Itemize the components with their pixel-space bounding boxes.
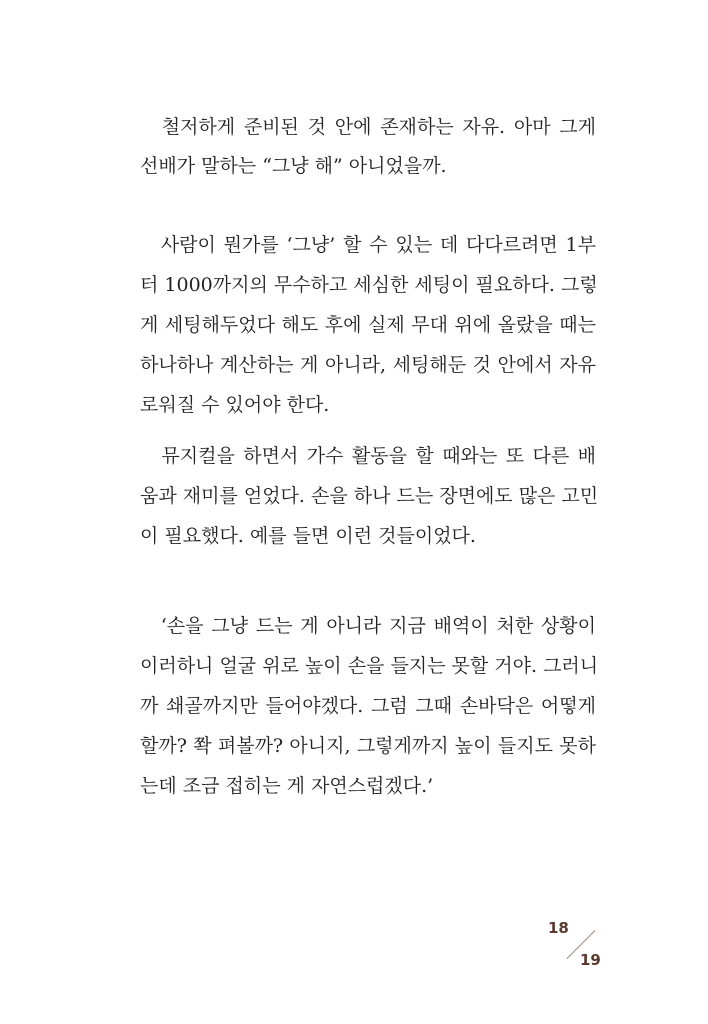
page-number-right: 19 <box>580 951 601 969</box>
text-line: 이 필요했다. 예를 들면 이런 것들이었다. <box>140 525 476 547</box>
text-line: 사람이 뭔가를 ‘그냥’ 할 수 있는 데 다다르려면 1부 <box>140 234 596 256</box>
text-line: 선배가 말하는 “그냥 해” 아니었을까. <box>140 155 447 177</box>
text-line: 움과 재미를 얻었다. 손을 하나 드는 장면에도 많은 고민 <box>140 485 599 507</box>
text-line: 는데 조금 접히는 게 자연스럽겠다.’ <box>140 775 434 797</box>
text-line: 터 1000까지의 무수하고 세심한 세팅이 필요하다. 그렇 <box>140 274 598 296</box>
text-line: 게 세팅해두었다 해도 후에 실제 무대 위에 올랐을 때는 <box>140 314 596 336</box>
text-line: 할까? 쫙 펴볼까? 아니지, 그렇게까지 높이 들지도 못하 <box>140 735 596 757</box>
page-number-left: 18 <box>548 919 569 937</box>
text-line: 까 쇄골까지만 들어야겠다. 그럼 그때 손바닥은 어떻게 <box>140 695 596 717</box>
text-line: 뮤지컬을 하면서 가수 활동을 할 때와는 또 다른 배 <box>140 445 596 467</box>
text-line: 로워질 수 있어야 한다. <box>140 394 330 416</box>
text-line: 이러하니 얼굴 위로 높이 손을 들지는 못할 거야. 그러니 <box>140 655 599 677</box>
text-line: ‘손을 그냥 드는 게 아니라 지금 배역이 처한 상황이 <box>140 615 596 637</box>
text-line: 철저하게 준비된 것 안에 존재하는 자유. 아마 그게 <box>140 116 596 138</box>
text-line: 하나하나 계산하는 게 아니라, 세팅해둔 것 안에서 자유 <box>140 354 596 376</box>
